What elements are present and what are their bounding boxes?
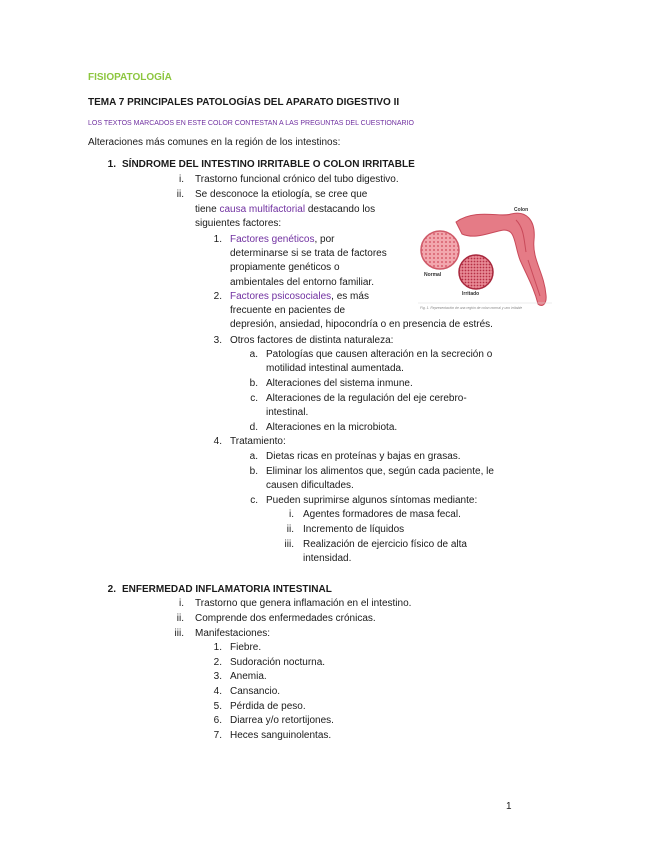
- manifestation-number: 4.: [213, 686, 222, 697]
- page-number: 1: [506, 801, 512, 812]
- section1-title: SÍNDROME DEL INTESTINO IRRITABLE O COLON IRRITABLE: [122, 159, 415, 170]
- factor1-line3: propiamente genéticos o: [230, 262, 340, 273]
- section1-i-number: i.: [179, 174, 184, 185]
- manifestation-item: Anemia.: [230, 671, 267, 682]
- manifestation-number: 7.: [213, 730, 222, 741]
- treatment-c-text: Pueden suprimirse algunos síntomas mediante:: [266, 495, 478, 506]
- intro-text: Alteraciones más comunes en la región de los intestinos:: [88, 137, 341, 148]
- manifestation-number: 3.: [213, 671, 222, 682]
- subject-title: FISIOPATOLOGÍA: [88, 72, 172, 83]
- highlight-factores-psicosociales: Factores psicosociales: [230, 291, 332, 302]
- section2-title: ENFERMEDAD INFLAMATORIA INTESTINAL: [122, 584, 332, 595]
- section2-number: 2.: [107, 584, 116, 595]
- treatment-c-ii-text: Incremento de líquidos: [303, 524, 405, 535]
- factor1-line4: ambientales del entorno familiar.: [230, 277, 374, 288]
- manifestation-item: Sudoración nocturna.: [230, 657, 326, 668]
- section1-ii-line2-pre: tiene: [195, 204, 220, 215]
- factor3c-line1: Alteraciones de la regulación del eje cerebro-: [266, 393, 467, 404]
- irritated-tissue-circle: [459, 255, 493, 289]
- factor3d-letter: d.: [249, 422, 258, 433]
- treatment-c-i-text: Agentes formadores de masa fecal.: [303, 509, 461, 520]
- section1-ii-line3: siguientes factores:: [195, 218, 282, 229]
- factor2-line2: frecuente en pacientes de: [230, 305, 346, 316]
- treatment-a-text: Dietas ricas en proteínas y bajas en grasas.: [266, 451, 461, 462]
- colon-figure: [416, 200, 554, 318]
- factor2-number: 2.: [213, 291, 222, 302]
- manifestation-item: Pérdida de peso.: [230, 701, 306, 712]
- section1-i-text: Trastorno funcional crónico del tubo digestivo.: [195, 174, 399, 185]
- manifestation-item: Fiebre.: [230, 642, 262, 653]
- manifestation-number: 5.: [213, 701, 222, 712]
- figure-caption: Fig. 1. Representación de una región de colon normal y uno irritable: [420, 306, 523, 310]
- highlight-causa-multifactorial: causa multifactorial: [219, 204, 306, 215]
- factor3-text: Otros factores de distinta naturaleza:: [230, 335, 394, 346]
- treatment-b-letter: b.: [249, 466, 258, 477]
- treatment-c-letter: c.: [250, 495, 258, 506]
- normal-tissue-circle: [421, 231, 459, 269]
- treatment-c-i-number: i.: [289, 509, 294, 520]
- colon-illustration: [416, 200, 554, 318]
- section2-ii-number: ii.: [176, 613, 184, 624]
- label-irritado: Irritado: [462, 291, 480, 297]
- manifestation-number: 6.: [213, 715, 222, 726]
- section2-iii-text: Manifestaciones:: [195, 628, 271, 639]
- section2-i-number: i.: [179, 598, 184, 609]
- treatment-c-iii-line2: intensidad.: [303, 553, 352, 564]
- treatment-a-letter: a.: [249, 451, 258, 462]
- page-title: TEMA 7 PRINCIPALES PATOLOGÍAS DEL APARATO DIGESTIVO II: [88, 97, 400, 108]
- treatment-c-iii-number: iii.: [284, 539, 294, 550]
- highlight-note: LOS TEXTOS MARCADOS EN ESTE COLOR CONTESTAN A LAS PREGUNTAS DEL CUESTIONARIO: [88, 120, 414, 127]
- factor3d-text: Alteraciones en la microbiota.: [266, 422, 398, 433]
- section1-ii-line2-post: destacando los: [305, 204, 376, 215]
- section1-ii-line2: [195, 204, 375, 216]
- factor4-number: 4.: [213, 436, 222, 447]
- manifestation-item: Heces sanguinolentas.: [230, 730, 332, 741]
- label-colon: Colon: [514, 207, 529, 213]
- manifestation-number: 2.: [213, 657, 222, 668]
- factor3c-line2: intestinal.: [266, 407, 309, 418]
- factor3-number: 3.: [213, 335, 222, 346]
- treatment-heading: Tratamiento:: [230, 436, 286, 447]
- factor3a-letter: a.: [249, 349, 258, 360]
- factor1-line1: [230, 234, 335, 246]
- manifestation-number: 1.: [213, 642, 222, 653]
- factor3a-line2: motilidad intestinal aumentada.: [266, 363, 404, 374]
- factor1-number: 1.: [213, 234, 222, 245]
- treatment-c-iii-line1: Realización de ejercicio físico de alta: [303, 539, 467, 550]
- factor2-line1-post: , es más: [331, 291, 369, 302]
- factor2-line1: [230, 291, 369, 303]
- section1-number: 1.: [107, 159, 116, 170]
- label-normal: Normal: [424, 272, 442, 278]
- section1-ii-number: ii.: [176, 189, 184, 200]
- factor3a-line1: Patologías que causen alteración en la secreción o: [266, 349, 493, 360]
- factor3b-text: Alteraciones del sistema inmune.: [266, 378, 413, 389]
- factor1-line1-post: , por: [314, 234, 335, 245]
- section2-iii-number: iii.: [174, 628, 184, 639]
- section1-ii-line1: Se desconoce la etiología, se cree que: [195, 189, 368, 200]
- manifestation-item: Diarrea y/o retortijones.: [230, 715, 334, 726]
- treatment-c-ii-number: ii.: [286, 524, 294, 535]
- treatment-b-line2: causen dificultades.: [266, 480, 354, 491]
- factor3b-letter: b.: [249, 378, 258, 389]
- manifestation-item: Cansancio.: [230, 686, 281, 697]
- treatment-b-line1: Eliminar los alimentos que, según cada paciente, le: [266, 466, 494, 477]
- factor1-line2: determinarse si se trata de factores: [230, 248, 387, 259]
- factor2-line3: depresión, ansiedad, hipocondría o en presencia de estrés.: [230, 319, 493, 330]
- section2-i-text: Trastorno que genera inflamación en el intestino.: [195, 598, 412, 609]
- section2-ii-text: Comprende dos enfermedades crónicas.: [195, 613, 376, 624]
- highlight-factores-geneticos: Factores genéticos: [230, 234, 315, 245]
- factor3c-letter: c.: [250, 393, 258, 404]
